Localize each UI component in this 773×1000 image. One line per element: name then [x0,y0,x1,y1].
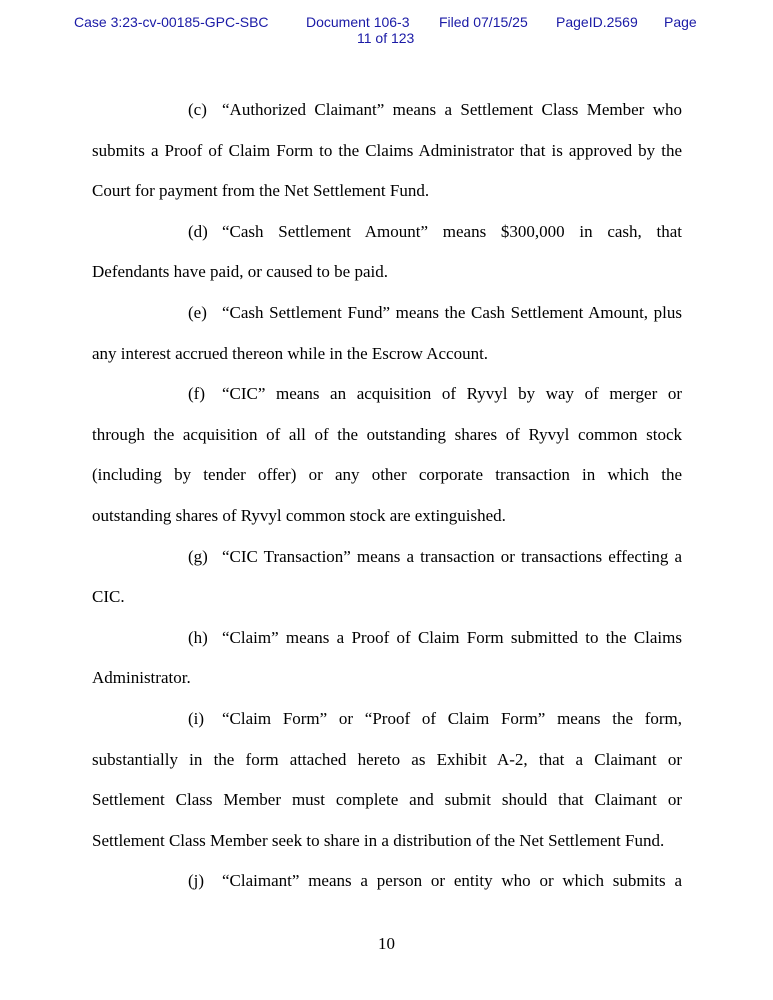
paragraph-text: “Cash Settlement Amount” means $300,000 in cash, that [222,221,682,241]
definition-paragraph [92,212,682,293]
paragraph-text: “Claim” means a Proof of Claim Form submitted to the Claims [222,627,682,647]
paragraph-line: submits a Proof of Claim Form to the Claims Administrator that is approved by the [92,140,682,160]
definition-paragraph [92,618,682,699]
paragraph-first-line [92,212,682,253]
document-number: Document 106-3 [306,14,410,30]
definition-paragraph [92,699,682,861]
paragraph-first-line [92,618,682,659]
paragraph-label: (i) [188,708,205,728]
paragraph-label: (h) [188,627,208,647]
paragraph-first-line [92,699,682,740]
paragraph-text: “Authorized Claimant” means a Settlement Class Member who [222,100,682,119]
definition-paragraph [92,90,682,212]
paragraph-label: (c) [188,100,207,119]
paragraph-first-line [92,374,682,415]
paragraph-label: (f) [188,384,205,404]
paragraph-text: “Claim Form” or “Proof of Claim Form” means the form, [222,708,682,728]
paragraph-line: through the acquisition of all of the outstanding shares of Ryvyl common stock [92,424,682,444]
definition-paragraph [92,537,682,618]
paragraph-text: “CIC” means an acquisition of Ryvyl by way of merger or [222,384,682,404]
page-label: Page [664,14,697,30]
paragraph-line: Settlement Class Member must complete and submit should that Claimant or [92,790,682,810]
definition-paragraph [92,374,682,536]
paragraph-line: any interest accrued thereon while in the Escrow Account. [92,343,489,363]
definition-paragraph [92,861,682,902]
paragraph-label: (e) [188,302,207,322]
paragraph-text: “CIC Transaction” means a transaction or transactions effecting a [222,546,682,566]
case-number: Case 3:23-cv-00185-GPC-SBC [74,14,269,30]
paragraph-line: Defendants have paid, or caused to be paid. [92,262,388,282]
paragraph-label: (g) [188,546,208,566]
paragraph-line: substantially in the form attached hereto as Exhibit A-2, that a Claimant or [92,749,682,769]
paragraph-first-line [92,90,682,131]
paragraph-line: (including by tender offer) or any other corporate transaction in which the [92,465,682,485]
filed-date: Filed 07/15/25 [439,14,528,30]
paragraph-label: (j) [188,871,205,891]
paragraph-first-line [92,861,682,902]
paragraph-text: “Claimant” means a person or entity who or which submits a [222,871,682,891]
paragraph-line: Court for payment from the Net Settlement Fund. [92,181,430,201]
paragraph-line: CIC. [92,587,125,607]
paragraph-line: Settlement Class Member seek to share in a distribution of the Net Settlement Fund. [92,830,665,850]
paragraph-first-line [92,293,682,334]
document-page-count: 11 of 123 [357,30,415,46]
paragraph-first-line [92,537,682,578]
court-filing-header [0,12,773,52]
paragraph-line: Administrator. [92,668,191,688]
document-body [92,90,682,902]
paragraph-line: outstanding shares of Ryvyl common stock are extinguished. [92,505,506,525]
paragraph-text: “Cash Settlement Fund” means the Cash Settlement Amount, plus [222,302,682,322]
page-number: 10 [378,934,395,953]
paragraph-label: (d) [188,221,208,241]
definition-paragraph [92,293,682,374]
page-id: PageID.2569 [556,14,638,30]
